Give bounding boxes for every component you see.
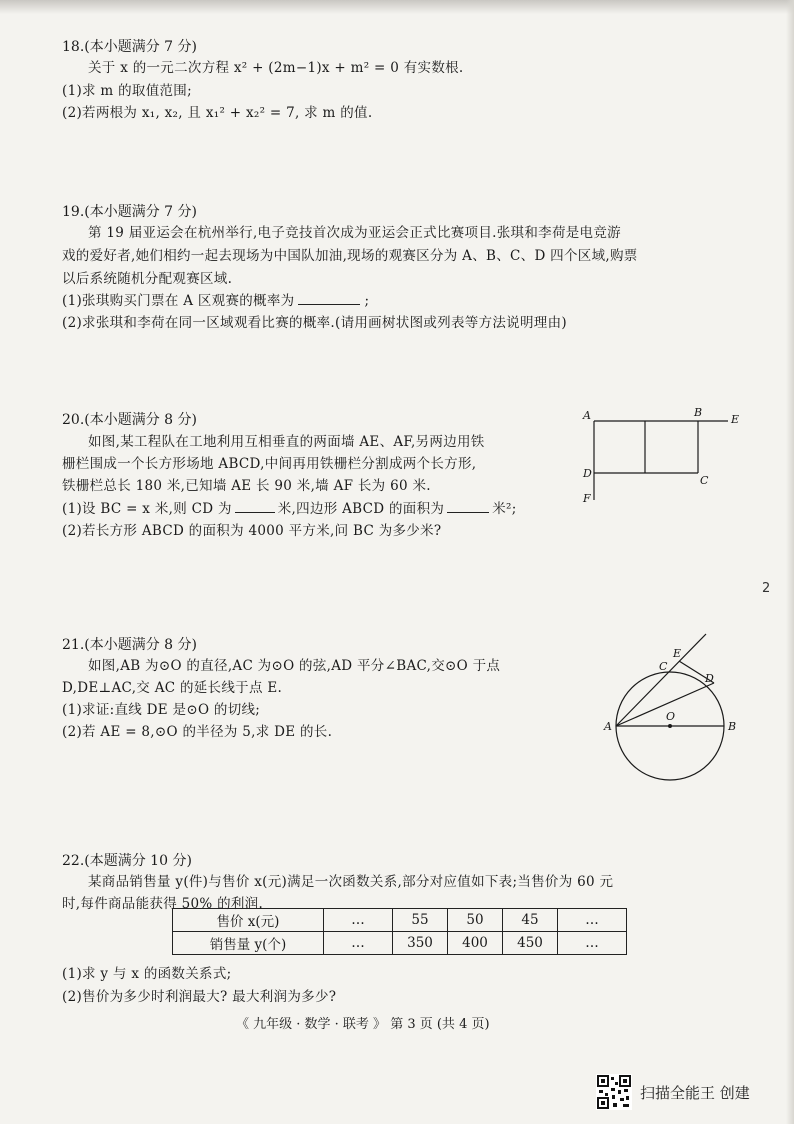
q19-part1-text: (1)张琪购买门票在 A 区观赛的概率为: [62, 293, 295, 309]
table-cell: …: [558, 909, 627, 932]
table-cell: 55: [393, 909, 448, 932]
q20-line1: 如图,某工程队在工地利用互相垂直的两面墙 AE、AF,另两边用铁: [88, 434, 485, 450]
sales-table: [172, 908, 627, 955]
table-cell: 45: [503, 909, 558, 932]
q18-part1: (1)求 m 的取值范围;: [62, 83, 192, 99]
q20-part1-text: (1)设 BC = x 米,则 CD 为: [62, 501, 232, 517]
q21-part2: (2)若 AE = 8,⊙O 的半径为 5,求 DE 的长.: [62, 724, 333, 740]
q20-heading: 20.(本小题满分 8 分): [62, 412, 197, 428]
scan-edge-top: [0, 0, 794, 14]
table-cell: 400: [448, 932, 503, 955]
q22-line2: 时,每件商品能获得 50% 的利润.: [62, 896, 264, 912]
q22-part2: (2)售价为多少时利润最大? 最大利润为多少?: [62, 989, 337, 1005]
label-a: A: [604, 720, 612, 733]
table-cell: …: [324, 932, 393, 955]
page-margin-number: 2: [762, 581, 771, 596]
qr-code-icon: [596, 1074, 632, 1110]
table-row-price: [173, 909, 627, 932]
table-cell: 销售量 y(个): [173, 932, 324, 955]
label-o: O: [666, 710, 676, 723]
q21-part1: (1)求证:直线 DE 是⊙O 的切线;: [62, 702, 261, 718]
line-ac-extended: [616, 634, 706, 726]
label-c: C: [700, 474, 709, 487]
table-cell: 50: [448, 909, 503, 932]
q20-line3: 铁栅栏总长 180 米,已知墙 AE 长 90 米,墙 AF 长为 60 米.: [62, 478, 431, 494]
q22-part1: (1)求 y 与 x 的函数关系式;: [62, 966, 232, 982]
q20-part2: (2)若长方形 ABCD 的面积为 4000 平方米,问 BC 为多少米?: [62, 523, 442, 539]
q20-part1-mid: 米,四边形 ABCD 的面积为: [277, 501, 445, 517]
label-b: B: [728, 720, 737, 733]
label-d: D: [705, 672, 714, 685]
table-cell: 450: [503, 932, 558, 955]
label-a: A: [583, 409, 591, 422]
table-row-sales: [173, 932, 627, 955]
q19-heading: 19.(本小题满分 7 分): [62, 204, 197, 220]
scanner-watermark: 扫描全能王 创建: [640, 1084, 750, 1102]
q21-figure: [596, 628, 756, 810]
q20-line2: 栅栏围成一个长方形场地 ABCD,中间再用铁栅栏分割成两个长方形,: [62, 456, 477, 472]
q19-part1: [62, 289, 369, 309]
table-cell: 售价 x(元): [173, 909, 324, 932]
center-o: [668, 724, 672, 728]
q22-line1: 某商品销售量 y(件)与售价 x(元)满足一次函数关系,部分对应值如下表;当售价为 60 元: [88, 874, 614, 890]
answer-blank-cd[interactable]: [235, 498, 275, 513]
q19-line2: 戏的爱好者,她们相约一起去现场为中国队加油,现场的观赛区分为 A、B、C、D 四个区域,购票: [62, 248, 638, 264]
q22-heading: 22.(本题满分 10 分): [62, 853, 192, 869]
q18-part2: (2)若两根为 x₁, x₂, 且 x₁² + x₂² = 7, 求 m 的值.: [62, 105, 373, 121]
answer-blank-area[interactable]: [447, 498, 489, 513]
q19-part1-end: ;: [364, 293, 370, 309]
q18-heading: 18.(本小题满分 7 分): [62, 39, 197, 55]
answer-blank[interactable]: [298, 290, 360, 305]
label-f: F: [583, 492, 591, 504]
label-e: E: [731, 413, 740, 426]
table-cell: 350: [393, 932, 448, 955]
q20-part1: [62, 497, 517, 517]
q19-part2: (2)求张琪和李荷在同一区域观看比赛的概率.(请用画树状图或列表等方法说明理由): [62, 315, 567, 331]
q21-line2: D,DE⊥AC,交 AC 的延长线于点 E.: [62, 680, 283, 696]
table-cell: …: [324, 909, 393, 932]
page-footer: 《 九年级 · 数学 · 联考 》 第 3 页 (共 4 页): [236, 1017, 490, 1032]
label-b: B: [694, 406, 703, 419]
q19-line1: 第 19 届亚运会在杭州举行,电子竞技首次成为亚运会正式比赛项目.张琪和李荷是电竞游: [88, 225, 621, 241]
q20-part1-end: 米²;: [492, 501, 517, 517]
q21-heading: 21.(本小题满分 8 分): [62, 637, 197, 653]
scan-edge-right: [786, 0, 794, 1124]
label-e: E: [673, 647, 682, 660]
label-d: D: [583, 467, 592, 480]
q20-figure: [578, 404, 748, 504]
q18-stem: 关于 x 的一元二次方程 x² + (2m−1)x + m² = 0 有实数根.: [88, 60, 464, 76]
q19-line3: 以后系统随机分配观赛区域.: [62, 271, 233, 287]
q21-line1: 如图,AB 为⊙O 的直径,AC 为⊙O 的弦,AD 平分∠BAC,交⊙O 于点: [88, 658, 501, 674]
label-c: C: [659, 660, 668, 673]
table-cell: …: [558, 932, 627, 955]
